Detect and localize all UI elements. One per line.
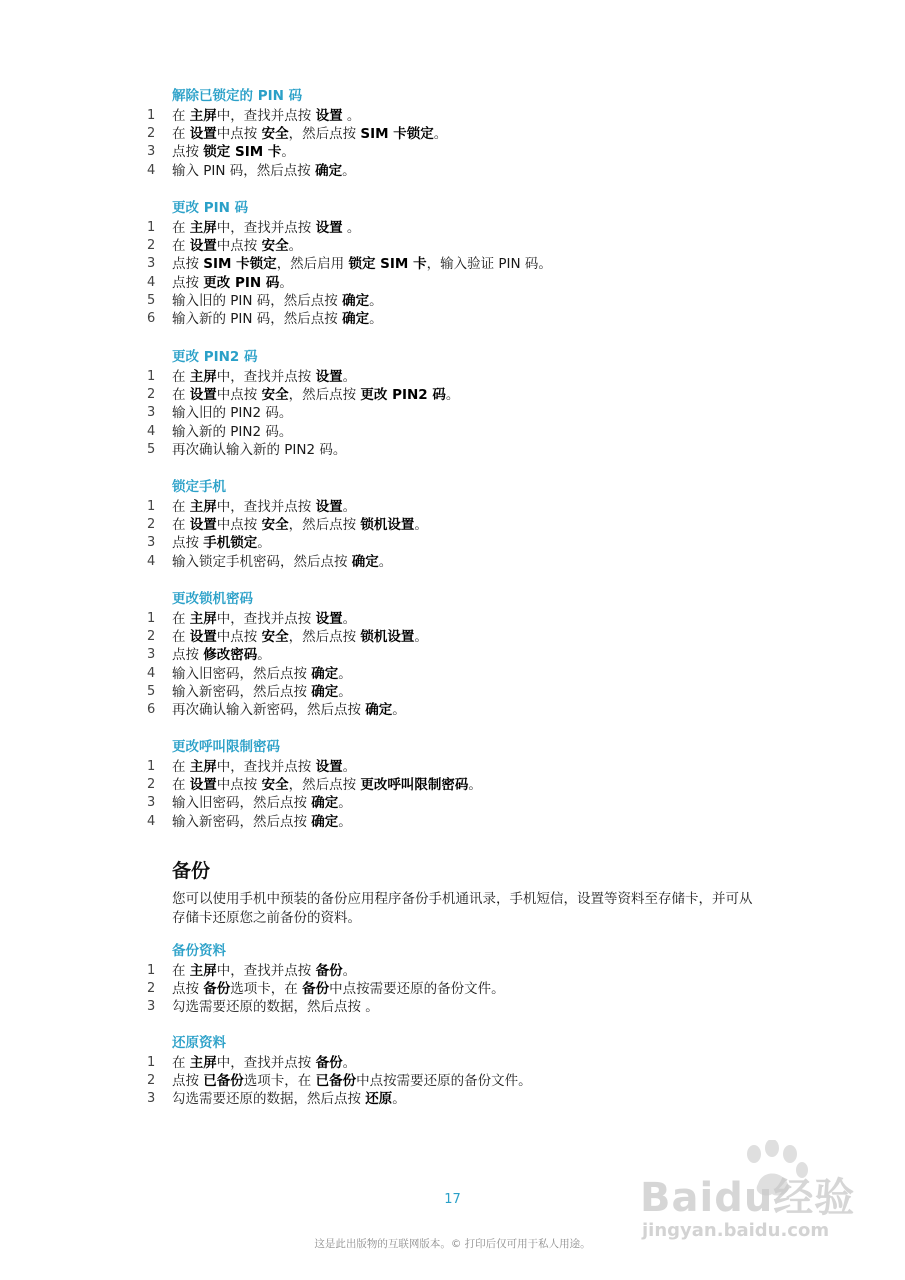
step-item bbox=[0, 998, 800, 1016]
step-text-part: 。 bbox=[342, 108, 361, 124]
step-text-part: 再次确认输入新密码，然后点按 bbox=[172, 702, 366, 718]
step-text-part: 中，查找并点按 bbox=[216, 611, 316, 627]
step-text bbox=[172, 143, 295, 161]
step-text bbox=[172, 534, 271, 552]
step-text-part: 输入旧的 PIN 码，然后点按 bbox=[172, 292, 343, 309]
step-text-part: 输入新密码，然后点按 bbox=[172, 683, 312, 700]
step-item bbox=[0, 107, 800, 125]
step-text bbox=[172, 274, 293, 292]
step-text-part: 中点按 bbox=[216, 629, 262, 646]
step-number: 3 bbox=[147, 535, 156, 551]
step-number: 4 bbox=[147, 274, 156, 290]
watermark-url: jingyan.baidu.com bbox=[642, 1220, 830, 1241]
step-item bbox=[0, 143, 800, 161]
ui-term: 确定 bbox=[311, 665, 339, 682]
ui-term: 确定 bbox=[311, 795, 339, 812]
step-item bbox=[0, 516, 800, 534]
step-item bbox=[0, 274, 800, 292]
step-item bbox=[0, 1054, 800, 1072]
step-text-part: 。 bbox=[414, 517, 428, 534]
step-item bbox=[0, 553, 800, 571]
step-item bbox=[0, 962, 800, 980]
step-text-part: ，然后点按 bbox=[288, 777, 361, 794]
ui-term: 锁机设置 bbox=[360, 517, 415, 534]
step-text-part: 中点按 bbox=[216, 126, 262, 143]
ui-term: 安全 bbox=[261, 387, 289, 404]
step-text-part: 。 bbox=[338, 683, 352, 700]
step-text-part: 在 bbox=[172, 611, 190, 627]
step-text-part: 。 bbox=[342, 369, 357, 385]
ui-term: 设置 bbox=[189, 387, 217, 404]
step-text-part: 在 bbox=[172, 517, 190, 534]
ui-term: 设置 bbox=[315, 611, 343, 627]
step-text-part: 。 bbox=[338, 795, 352, 812]
ui-term: 设置 bbox=[189, 777, 217, 794]
step-text-part: ，然后点按 bbox=[288, 629, 361, 646]
step-text bbox=[172, 701, 406, 719]
ui-term: SIM 卡锁定 bbox=[360, 126, 434, 143]
step-item bbox=[0, 162, 800, 180]
ui-term: 安全 bbox=[261, 126, 289, 143]
step-text-part: 在 bbox=[172, 108, 190, 124]
step-text-part: 点按 bbox=[172, 981, 204, 998]
step-item bbox=[0, 368, 800, 386]
ui-term: 更改 PIN 码 bbox=[203, 274, 280, 291]
step-text bbox=[172, 628, 428, 646]
step-text-part: 。 bbox=[342, 759, 357, 775]
step-number: 1 bbox=[147, 369, 156, 384]
ui-term: 锁定 SIM 卡 bbox=[348, 256, 427, 273]
step-text-part: 点按 bbox=[172, 1073, 204, 1090]
step-text-part: 中点按需要还原的备份文件。 bbox=[356, 1073, 532, 1090]
step-text bbox=[172, 794, 352, 812]
step-text-part: 点按 bbox=[172, 256, 204, 273]
section-title: 锁定手机 bbox=[172, 479, 226, 495]
step-number: 4 bbox=[147, 665, 156, 681]
ui-term: 设置 bbox=[315, 499, 343, 515]
ui-term: 安全 bbox=[261, 238, 289, 255]
step-text bbox=[172, 776, 482, 794]
step-text-part: 。 bbox=[281, 144, 295, 161]
step-text-part: 中，查找并点按 bbox=[216, 108, 316, 124]
step-item bbox=[0, 310, 800, 328]
step-text-part: 中，查找并点按 bbox=[216, 499, 316, 515]
step-text-part: 中，查找并点按 bbox=[216, 220, 316, 236]
step-item bbox=[0, 1090, 800, 1108]
step-item bbox=[0, 758, 800, 776]
step-number: 5 bbox=[147, 441, 156, 457]
ui-term: 主屏 bbox=[189, 611, 217, 627]
step-text bbox=[172, 255, 552, 273]
step-text-part: 。 bbox=[257, 647, 271, 664]
step-text bbox=[172, 423, 292, 441]
ui-term: 已备份 bbox=[315, 1073, 357, 1090]
step-text bbox=[172, 386, 459, 404]
ui-term: 确定 bbox=[365, 702, 393, 718]
step-number: 1 bbox=[147, 220, 156, 235]
step-item bbox=[0, 776, 800, 794]
step-number: 2 bbox=[147, 981, 156, 997]
step-number: 3 bbox=[147, 999, 156, 1015]
ui-term: 设置 bbox=[315, 220, 343, 236]
step-text-part: 选项卡，在 bbox=[243, 1073, 316, 1090]
step-item bbox=[0, 386, 800, 404]
step-text bbox=[172, 998, 379, 1016]
step-text bbox=[172, 665, 352, 683]
step-item bbox=[0, 665, 800, 683]
ui-term: 主屏 bbox=[189, 220, 217, 236]
step-text-part: 在 bbox=[172, 126, 190, 143]
step-number: 1 bbox=[147, 963, 156, 978]
step-text-part: 勾选需要还原的数据，然后点按 。 bbox=[172, 999, 379, 1016]
step-text-part: ，然后启用 bbox=[276, 256, 349, 273]
step-text-part: 输入旧密码，然后点按 bbox=[172, 665, 312, 682]
ui-term: 主屏 bbox=[189, 108, 217, 124]
ui-term: 锁定 SIM 卡 bbox=[203, 144, 282, 161]
step-text-part: ，然后点按 bbox=[288, 517, 361, 534]
step-text-part: 在 bbox=[172, 777, 190, 794]
step-text-part: 输入 PIN 码，然后点按 bbox=[172, 162, 316, 179]
step-text-part: 。 bbox=[342, 220, 361, 236]
ui-term: 主屏 bbox=[189, 759, 217, 775]
ui-term: 已备份 bbox=[203, 1073, 244, 1090]
step-text-part: 。 bbox=[338, 813, 352, 830]
step-number: 2 bbox=[147, 238, 156, 254]
step-text bbox=[172, 219, 360, 237]
step-item bbox=[0, 292, 800, 310]
step-text-part: 选项卡，在 bbox=[230, 981, 303, 998]
step-text bbox=[172, 368, 356, 386]
step-number: 3 bbox=[147, 144, 156, 160]
step-text-part: 输入新密码，然后点按 bbox=[172, 813, 312, 830]
step-text bbox=[172, 610, 356, 628]
ui-term: 确定 bbox=[311, 813, 339, 830]
step-text-part: 中，查找并点按 bbox=[216, 369, 316, 385]
step-number: 4 bbox=[147, 553, 156, 569]
step-text bbox=[172, 292, 383, 310]
step-item bbox=[0, 404, 800, 422]
step-text-part: 中点按 bbox=[216, 387, 262, 404]
backup-heading: 备份 bbox=[172, 860, 211, 882]
step-number: 3 bbox=[147, 647, 156, 663]
step-text bbox=[172, 758, 356, 776]
step-item bbox=[0, 219, 800, 237]
step-text-part: 在 bbox=[172, 1055, 190, 1071]
ui-term: 备份 bbox=[315, 1055, 343, 1071]
step-text-part: 输入新的 PIN2 码。 bbox=[172, 423, 293, 440]
ui-term: 手机锁定 bbox=[203, 535, 258, 552]
step-text-part: 勾选需要还原的数据，然后点按 bbox=[172, 1091, 366, 1108]
step-number: 4 bbox=[147, 423, 156, 439]
baidu-watermark bbox=[640, 1140, 870, 1270]
step-text-part: 。 bbox=[414, 629, 428, 646]
step-text bbox=[172, 404, 292, 422]
step-item bbox=[0, 683, 800, 701]
step-number: 2 bbox=[147, 777, 156, 793]
ui-term: 备份 bbox=[315, 963, 343, 979]
step-text-part: 点按 bbox=[172, 647, 204, 664]
step-item bbox=[0, 701, 800, 719]
step-text bbox=[172, 1054, 356, 1072]
step-text-part: 。 bbox=[445, 387, 460, 404]
step-text-part: 。 bbox=[392, 1091, 406, 1108]
section-title: 更改呼叫限制密码 bbox=[172, 739, 280, 755]
step-text-part: 。 bbox=[342, 963, 357, 979]
step-text-part: 。 bbox=[338, 665, 352, 682]
step-text-part: 在 bbox=[172, 499, 190, 515]
step-text-part: 。 bbox=[279, 274, 293, 291]
ui-term: 设置 bbox=[315, 369, 343, 385]
ui-term: 修改密码 bbox=[203, 647, 258, 664]
ui-term: 确定 bbox=[311, 683, 339, 700]
ui-term: 确定 bbox=[351, 553, 379, 570]
step-item bbox=[0, 441, 800, 459]
step-text-part: 点按 bbox=[172, 274, 204, 291]
step-text-part: 。 bbox=[342, 611, 357, 627]
step-text bbox=[172, 683, 352, 701]
step-number: 2 bbox=[147, 517, 156, 533]
page-number: 17 bbox=[444, 1192, 461, 1207]
ui-term: 主屏 bbox=[189, 1055, 217, 1071]
step-number: 2 bbox=[147, 387, 156, 403]
step-item bbox=[0, 423, 800, 441]
step-number: 2 bbox=[147, 629, 156, 645]
step-text-part: 在 bbox=[172, 220, 190, 236]
step-text-part: 中点按 bbox=[216, 238, 262, 255]
ui-term: 确定 bbox=[342, 311, 370, 327]
section-title: 更改锁机密码 bbox=[172, 591, 253, 607]
step-text bbox=[172, 1090, 406, 1108]
step-text-part: 。 bbox=[392, 702, 406, 718]
step-text-part: 中点按 bbox=[216, 517, 262, 534]
step-text-part: 点按 bbox=[172, 535, 204, 552]
ui-term: 更改 PIN2 码 bbox=[360, 387, 446, 404]
step-text-part: 。 bbox=[378, 553, 393, 570]
step-text-part: 中，查找并点按 bbox=[216, 1055, 316, 1071]
step-item bbox=[0, 1072, 800, 1090]
backup-intro: 您可以使用手机中预装的备份应用程序备份手机通讯录，手机短信，设置等资料至存储卡，并可从存储卡还原您之前备份的资料。 bbox=[172, 891, 753, 926]
ui-term: 主屏 bbox=[189, 963, 217, 979]
step-text-part: 。 bbox=[468, 777, 482, 794]
step-item bbox=[0, 498, 800, 516]
step-text-part: 输入锁定手机密码，然后点按 bbox=[172, 553, 352, 570]
step-text bbox=[172, 962, 356, 980]
step-number: 1 bbox=[147, 759, 156, 774]
ui-term: 锁机设置 bbox=[360, 629, 415, 646]
step-text-part: 在 bbox=[172, 369, 190, 385]
step-text-part: 中点按 bbox=[216, 777, 262, 794]
step-text bbox=[172, 310, 383, 328]
step-text-part: 。 bbox=[369, 292, 383, 309]
step-text-part: ，然后点按 bbox=[288, 387, 361, 404]
step-number: 3 bbox=[147, 256, 156, 272]
step-text-part: 点按 bbox=[172, 144, 204, 161]
step-text-part: 。 bbox=[369, 311, 383, 327]
section-title: 解除已锁定的 PIN 码 bbox=[172, 88, 303, 104]
step-item bbox=[0, 646, 800, 664]
step-text-part: ，输入验证 PIN 码。 bbox=[426, 256, 552, 273]
ui-term: 设置 bbox=[189, 629, 217, 646]
step-text-part: 在 bbox=[172, 759, 190, 775]
step-text bbox=[172, 646, 271, 664]
ui-term: 主屏 bbox=[189, 369, 217, 385]
ui-term: 备份 bbox=[302, 981, 330, 998]
footer-notice: 这是此出版物的互联网版本。© 打印后仅可用于私人用途。 bbox=[314, 1238, 591, 1250]
step-number: 6 bbox=[147, 702, 156, 717]
step-text-part: 在 bbox=[172, 387, 190, 404]
ui-term: 设置 bbox=[189, 238, 217, 255]
section-title: 更改 PIN2 码 bbox=[172, 349, 258, 365]
step-text-part: 。 bbox=[257, 535, 271, 552]
step-text bbox=[172, 441, 346, 459]
step-item bbox=[0, 813, 800, 831]
section-title: 备份资料 bbox=[172, 943, 226, 959]
step-item bbox=[0, 534, 800, 552]
step-item bbox=[0, 237, 800, 255]
section-title: 还原资料 bbox=[172, 1035, 226, 1051]
step-text bbox=[172, 237, 302, 255]
ui-term: 安全 bbox=[261, 629, 289, 646]
step-text-part: 。 bbox=[342, 162, 356, 179]
step-number: 1 bbox=[147, 1055, 156, 1070]
step-text bbox=[172, 980, 505, 998]
ui-term: 安全 bbox=[261, 777, 289, 794]
step-text bbox=[172, 162, 356, 180]
step-item bbox=[0, 628, 800, 646]
step-text bbox=[172, 516, 428, 534]
step-number: 1 bbox=[147, 611, 156, 626]
step-text-part: 输入新的 PIN 码，然后点按 bbox=[172, 311, 343, 327]
ui-term: 设置 bbox=[315, 759, 343, 775]
step-number: 3 bbox=[147, 795, 156, 811]
step-number: 4 bbox=[147, 813, 156, 829]
watermark-brand: Baidu经验 bbox=[640, 1175, 856, 1221]
step-text-part: 。 bbox=[433, 126, 448, 143]
step-text-part: 在 bbox=[172, 629, 190, 646]
step-number: 1 bbox=[147, 499, 156, 514]
step-item bbox=[0, 980, 800, 998]
step-text-part: 。 bbox=[342, 499, 357, 515]
ui-term: 更改呼叫限制密码 bbox=[360, 777, 469, 794]
ui-term: 确定 bbox=[342, 292, 370, 309]
step-number: 6 bbox=[147, 311, 156, 326]
step-number: 1 bbox=[147, 108, 156, 123]
step-number: 2 bbox=[147, 126, 156, 142]
step-text-part: ，然后点按 bbox=[288, 126, 361, 143]
ui-term: 设置 bbox=[315, 108, 343, 124]
step-number: 3 bbox=[147, 1091, 156, 1107]
step-text-part: 中，查找并点按 bbox=[216, 759, 316, 775]
step-text bbox=[172, 498, 356, 516]
step-number: 3 bbox=[147, 405, 156, 421]
ui-term: 设置 bbox=[189, 126, 217, 143]
ui-term: SIM 卡锁定 bbox=[203, 256, 277, 273]
step-number: 2 bbox=[147, 1073, 156, 1089]
step-text-part: 在 bbox=[172, 238, 190, 255]
step-text bbox=[172, 1072, 532, 1090]
step-text-part: 输入旧的 PIN2 码。 bbox=[172, 405, 293, 422]
ui-term: 还原 bbox=[365, 1091, 393, 1108]
step-number: 5 bbox=[147, 683, 156, 699]
step-text bbox=[172, 813, 352, 831]
ui-term: 安全 bbox=[261, 517, 289, 534]
step-text-part: 中，查找并点按 bbox=[216, 963, 316, 979]
step-item bbox=[0, 794, 800, 812]
step-text-part: 输入旧密码，然后点按 bbox=[172, 795, 312, 812]
step-text-part: 。 bbox=[288, 238, 303, 255]
section-title: 更改 PIN 码 bbox=[172, 200, 249, 216]
ui-term: 主屏 bbox=[189, 499, 217, 515]
ui-term: 设置 bbox=[189, 517, 217, 534]
step-number: 5 bbox=[147, 292, 156, 308]
step-text bbox=[172, 553, 392, 571]
step-text bbox=[172, 125, 447, 143]
step-item bbox=[0, 125, 800, 143]
step-item bbox=[0, 255, 800, 273]
step-text-part: 中点按需要还原的备份文件。 bbox=[329, 981, 505, 998]
step-text-part: 再次确认输入新的 PIN2 码。 bbox=[172, 441, 347, 458]
step-text-part: 在 bbox=[172, 963, 190, 979]
ui-term: 确定 bbox=[315, 162, 343, 179]
step-number: 4 bbox=[147, 162, 156, 178]
ui-term: 备份 bbox=[203, 981, 231, 998]
step-item bbox=[0, 610, 800, 628]
step-text-part: 。 bbox=[342, 1055, 357, 1071]
step-text bbox=[172, 107, 360, 125]
